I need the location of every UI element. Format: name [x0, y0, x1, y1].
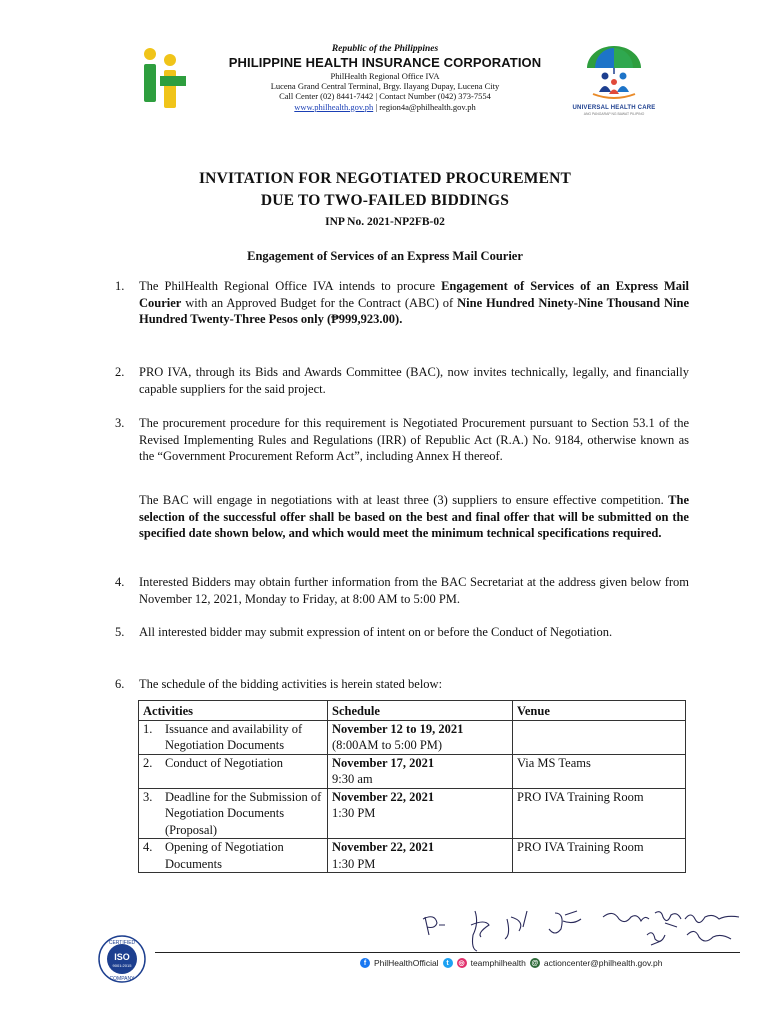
twitter-icon: t — [443, 958, 453, 968]
p5-text: All interested bidder may submit expression of intent on or before the Conduct of Negotiation. — [139, 625, 613, 639]
column-header-schedule: Schedule — [328, 701, 513, 721]
p2-text: PRO IVA, through its Bids and Awards Committee (BAC), now invites technically, legally, and financially capable suppliers for the said project. — [139, 365, 689, 396]
paragraph-3 — [115, 415, 689, 465]
social-links — [360, 958, 662, 968]
p4-text: Interested Bidders may obtain further information from the BAC Secretariat at the address given below from November 12, 2021, Monday to Friday, at 8:00 AM to 5:00 PM. — [139, 575, 689, 606]
uhc-title: UNIVERSAL HEALTH CARE — [572, 105, 656, 111]
activity-cell — [139, 788, 328, 839]
activity-name: Deadline for the Submission of Negotiation Documents (Proposal) — [165, 789, 322, 837]
p6-text: The schedule of the bidding activities is herein stated below: — [139, 677, 443, 691]
iso-ring-top: CERTIFIED — [108, 940, 136, 946]
uhc-subtitle: ANG PANGARAP NG BAWAT PILIPINO — [583, 112, 645, 116]
paragraph-6 — [115, 676, 689, 693]
paragraph-4 — [115, 574, 689, 607]
activity-name: Conduct of Negotiation — [165, 755, 284, 770]
table-header-row — [139, 701, 686, 721]
schedule-cell — [328, 754, 513, 788]
organization-name: PHILIPPINE HEALTH INSURANCE CORPORATION — [228, 55, 542, 71]
column-header-venue: Venue — [513, 701, 686, 721]
table-row — [139, 788, 686, 839]
schedule-date: November 22, 2021 — [332, 789, 435, 804]
activity-number: 1. — [143, 721, 153, 736]
email-icon: @ — [531, 959, 539, 967]
footer-divider — [155, 952, 740, 953]
schedule-cell — [328, 839, 513, 873]
schedule-date: November 17, 2021 — [332, 755, 435, 770]
schedule-date: November 12 to 19, 2021 — [332, 721, 464, 736]
iso-certified-badge-icon — [97, 934, 147, 984]
activity-cell — [139, 839, 328, 873]
p3b-text: The BAC will engage in negotiations with at least three (3) suppliers to ensure effective competition. — [139, 493, 669, 507]
uhc-logo — [572, 44, 656, 116]
table-row — [139, 720, 686, 754]
contact-numbers: Call Center (02) 8441-7442 | Contact Number (042) 373-7554 — [279, 91, 491, 102]
paragraph-2 — [115, 364, 689, 397]
activity-number: 2. — [143, 755, 153, 770]
activity-number: 4. — [143, 840, 153, 854]
schedule-table — [138, 700, 686, 873]
paragraph-number: 6. — [115, 677, 125, 691]
activity-number: 3. — [143, 789, 153, 804]
twitter-handle[interactable]: teamphilhealth — [470, 958, 526, 968]
venue-cell: Via MS Teams — [513, 754, 686, 788]
umbrella-family-icon — [583, 44, 645, 100]
schedule-cell — [328, 720, 513, 754]
paragraph-number: 5. — [115, 625, 125, 639]
schedule-time: 9:30 am — [332, 772, 373, 786]
table-row — [139, 754, 686, 788]
office-address: Lucena Grand Central Terminal, Brgy. Ilayang Dupay, Lucena City — [270, 81, 500, 92]
p1-budget-amount: Nine Hundred Ninety-Nine Thousand Nine Hundred Twenty-Three Pesos only (₱999,923.00). — [139, 295, 689, 326]
p1-text-abc: with an Approved Budget for the Contract (ABC) of — [181, 295, 458, 310]
organization-header — [200, 44, 570, 112]
activity-name: Issuance and availability of Negotiation Documents — [165, 721, 303, 752]
document-title-line1: INVITATION FOR NEGOTIATED PROCUREMENT — [198, 170, 572, 187]
document-title-line2: DUE TO TWO-FAILED BIDDINGS — [260, 192, 510, 209]
venue-cell: PRO IVA Training Room — [513, 839, 686, 873]
iso-ring-bottom: COMPANY — [109, 976, 135, 982]
p3-text: The procurement procedure for this requirement is Negotiated Procurement pursuant to Section 53.1 of the Revised Implementing Rules and Regulations (IRR) of Republic Act (R.A.) No. 9184, otherwise known as the “Government Procurement Reform Act”, including Annex H thereof. — [139, 416, 689, 463]
venue-cell: PRO IVA Training Room — [513, 788, 686, 839]
p1-text: The PhilHealth Regional Office IVA intends to procure — [139, 279, 442, 293]
column-header-activities: Activities — [139, 701, 328, 721]
paragraph-number: 4. — [115, 575, 125, 589]
separator: | — [373, 101, 380, 112]
iso-number: 9001:2015 — [112, 963, 132, 968]
signature-initials — [415, 905, 750, 955]
web-contacts — [200, 102, 570, 112]
paragraph-number: 3. — [115, 416, 125, 430]
venue-cell — [513, 720, 686, 754]
table-row — [139, 839, 686, 873]
schedule-date: November 22, 2021 — [332, 840, 435, 854]
office-email: region4a@philhealth.gov.ph — [379, 101, 476, 112]
activity-name: Opening of Negotiation Documents — [165, 840, 284, 871]
paragraph-3-continued — [115, 492, 689, 542]
paragraph-number: 2. — [115, 365, 125, 379]
instagram-icon: ◎ — [458, 960, 465, 967]
activity-cell — [139, 720, 328, 754]
paragraph-5 — [115, 624, 689, 641]
iso-label: ISO — [114, 952, 130, 962]
p1-project-name: Engagement of Services of an Express Mail Courier — [139, 279, 689, 310]
paragraph-1 — [115, 278, 689, 328]
paragraph-number: 1. — [115, 279, 125, 293]
p3b-selection-criteria: The selection of the successful offer shall be based on the best and final offer that will be submitted on the specified date shown below, and which would meet the minimum technical specifications required. — [139, 493, 689, 540]
republic-label: Republic of the Philippines — [331, 44, 439, 54]
reference-number: INP No. 2021-NP2FB-02 — [325, 216, 445, 228]
facebook-handle[interactable]: PhilHealthOfficial — [374, 958, 439, 968]
website-link[interactable]: www.philhealth.gov.ph — [294, 101, 374, 112]
facebook-icon: f — [360, 958, 370, 968]
schedule-cell — [328, 788, 513, 839]
procurement-subject: Engagement of Services of an Express Mail Courier — [247, 249, 523, 263]
philhealth-logo-icon — [140, 46, 188, 114]
schedule-time: 1:30 PM — [332, 856, 376, 871]
activity-cell — [139, 754, 328, 788]
regional-office: PhilHealth Regional Office IVA — [330, 70, 440, 81]
schedule-time: (8:00AM to 5:00 PM) — [332, 738, 443, 752]
action-center-email[interactable]: actioncenter@philhealth.gov.ph — [543, 958, 663, 968]
schedule-time: 1:30 PM — [332, 806, 376, 820]
